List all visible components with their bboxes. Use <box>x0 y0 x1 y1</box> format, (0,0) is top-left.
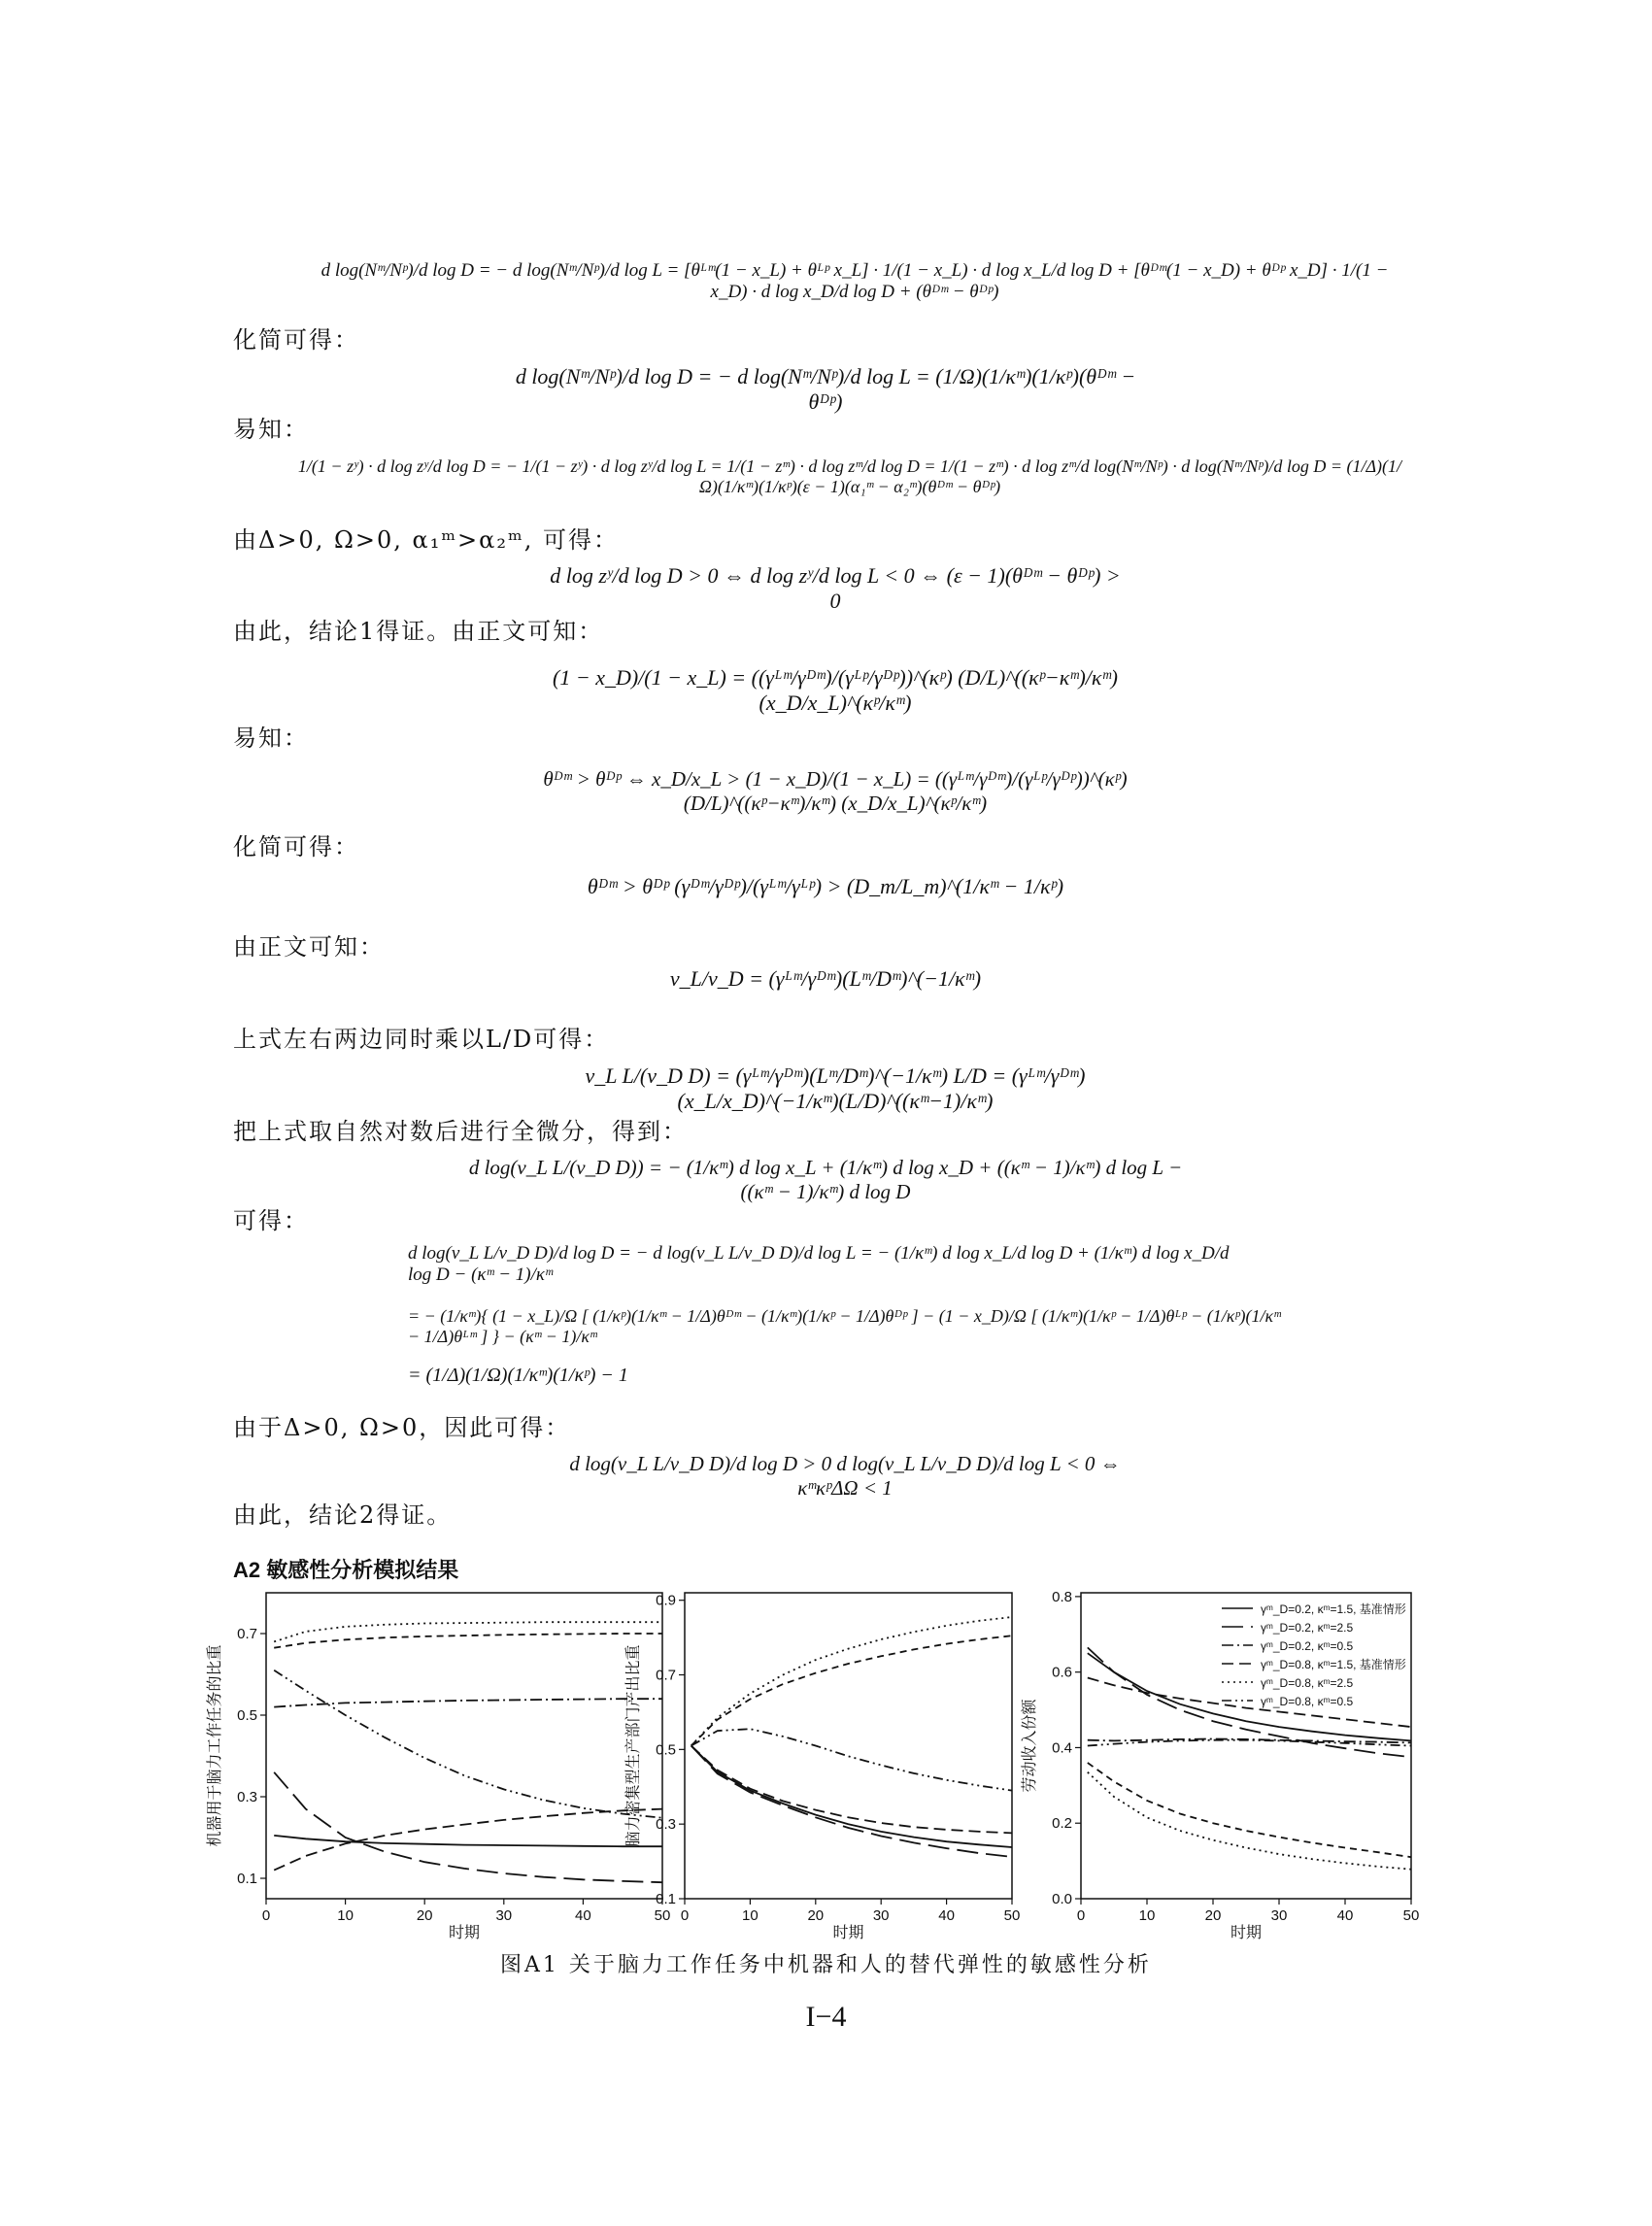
chart-1-series-2 <box>274 1772 662 1882</box>
text-line-7: 由正文可知： <box>233 933 385 961</box>
text-line-8: 上式左右两边同时乘以L/D可得： <box>233 1026 610 1053</box>
chart-2-xlabel: 时期 <box>832 1925 864 1941</box>
chart-1-series-4 <box>274 1809 662 1871</box>
chart-1-ylabel: 机器用于脑力工作任务的比重 <box>207 1644 223 1847</box>
chart-3-series-5 <box>1088 1772 1411 1870</box>
text-line-12: 由此，结论2得证。 <box>233 1501 453 1529</box>
equation-11b: = − (1/κᵐ){ (1 − x_L)/Ω [ (1/κᵖ)(1/κᵐ − 1/Δ)θᴰᵐ − (1/κᵐ)(1/κᵖ − 1/Δ)θᴰᵖ ] − (1 − x_D)/Ω [ (1/κᵐ)(1/κᵖ − 1/Δ)θᴸᵖ − (1/κᵖ)(1/κᵐ − 1/Δ)θᴸᵐ ] } − (κᵐ − 1)/κᵐ <box>408 1306 1281 1346</box>
x-tick-label: 30 <box>872 1907 890 1924</box>
chart-3-frame <box>1081 1593 1411 1899</box>
chart-3-series-7 <box>1088 1763 1411 1857</box>
x-tick-label: 20 <box>416 1907 433 1924</box>
y-tick-label: 0.7 <box>656 1667 676 1684</box>
x-tick-label: 20 <box>1204 1907 1222 1924</box>
x-tick-label: 10 <box>337 1907 354 1924</box>
x-tick-label: 0 <box>680 1907 690 1924</box>
equation-9: v_L L/(v_D D) = (γᴸᵐ/γᴰᵐ)(Lᵐ/Dᵐ)^(−1/κᵐ) L/D = (γᴸᵐ/γᴰᵐ)(x_L/x_D)^(−1/κᵐ)(L/D)^((κᵐ−1)/κᵐ) <box>585 1063 1086 1113</box>
x-tick-label: 0 <box>261 1907 271 1924</box>
y-tick-label: 0.7 <box>237 1626 257 1642</box>
chart-2-series-3 <box>691 1746 1012 1834</box>
x-tick-label: 20 <box>807 1907 825 1924</box>
legend-label: γᵐ_D=0.2, κᵐ=0.5 <box>1261 1639 1354 1653</box>
x-tick-label: 40 <box>1336 1907 1354 1924</box>
equation-12: d log(v_L L/v_D D)/d log D > 0 d log(v_L L/v_D D)/d log L < 0 ⇔ κᵐκᵖΔΩ < 1 <box>569 1452 1121 1500</box>
x-tick-label: 30 <box>495 1907 513 1924</box>
text-line-6: 化简可得： <box>233 833 359 860</box>
chart-1-series-1 <box>274 1836 662 1846</box>
x-tick-label: 0 <box>1076 1907 1086 1924</box>
y-tick-label: 0.6 <box>1052 1664 1072 1681</box>
equation-5: (1 − x_D)/(1 − x_L) = ((γᴸᵐ/γᴰᵐ)/(γᴸᵖ/γᴰᵖ))^(κᵖ) (D/L)^((κᵖ−κᵐ)/κᵐ) (x_D/x_L)^(κᵖ/κᵐ) <box>553 665 1118 715</box>
section-title: A2 敏感性分析模拟结果 <box>233 1558 459 1582</box>
text-line-1: 化简可得： <box>233 326 359 354</box>
chart-1-series-3 <box>274 1699 662 1706</box>
equation-11a: d log(v_L L/v_D D)/d log D = − d log(v_L L/v_D D)/d log L = − (1/κᵐ) d log x_L/d log D + (1/κᵐ) d log x_D/d log D − (κᵐ − 1)/κᵐ <box>408 1243 1230 1285</box>
text-line-4: 由此，结论1得证。由正文可知： <box>233 618 604 645</box>
legend-label: γᵐ_D=0.2, κᵐ=1.5, 基准情形 <box>1261 1602 1406 1616</box>
x-tick-label: 50 <box>1003 1907 1021 1924</box>
x-tick-label: 40 <box>938 1907 955 1924</box>
text-line-11: 由于Δ>0, Ω>0，因此可得： <box>233 1414 571 1441</box>
y-tick-label: 0.2 <box>1052 1815 1072 1833</box>
x-tick-label: 10 <box>742 1907 759 1924</box>
chart-3-series-3 <box>1088 1739 1411 1743</box>
y-tick-label: 0.9 <box>656 1592 676 1609</box>
equation-7: θᴰᵐ > θᴰᵖ (γᴰᵐ/γᴰᵖ)/(γᴸᵐ/γᴸᵖ) > (D_m/L_m)^(1/κᵐ − 1/κᵖ) <box>587 874 1064 898</box>
equation-1: d log(Nᵐ/Nᵖ)/d log D = − d log(Nᵐ/Nᵖ)/d log L = [θᴸᵐ(1 − x_L) + θᴸᵖ x_L] · 1/(1 − x_L) · d log x_L/d log D + [θᴰᵐ(1 − x_D) + θᴰᵖ x_D] · 1/(1 − x_D) · d log x_D/d log D + (θᴰᵐ − θᴰᵖ) <box>320 260 1389 302</box>
chart-3-ylabel: 劳动收入份额 <box>1022 1699 1038 1793</box>
chart-2-ylabel: 脑力密集型生产部门产出比重 <box>625 1644 642 1847</box>
legend-label: γᵐ_D=0.8, κᵐ=1.5, 基准情形 <box>1261 1658 1406 1671</box>
legend-label: γᵐ_D=0.2, κᵐ=2.5 <box>1261 1621 1354 1635</box>
y-tick-label: 0.0 <box>1052 1891 1072 1907</box>
y-tick-label: 0.8 <box>1052 1588 1072 1605</box>
equation-11c: = (1/Δ)(1/Ω)(1/κᵐ)(1/κᵖ) − 1 <box>408 1365 628 1386</box>
chart-2-series-1 <box>691 1746 1012 1848</box>
y-tick-label: 0.4 <box>1052 1739 1072 1757</box>
text-line-10: 可得： <box>233 1207 309 1234</box>
equation-10: d log(v_L L/(v_D D)) = − (1/κᵐ) d log x_L + (1/κᵐ) d log x_D + ((κᵐ − 1)/κᵐ) d log L − ((κᵐ − 1)/κᵐ) d log D <box>468 1156 1183 1203</box>
x-tick-label: 50 <box>1402 1907 1420 1924</box>
chart-2-series-2 <box>691 1746 1012 1858</box>
y-tick-label: 0.3 <box>656 1816 676 1834</box>
page-number: I−4 <box>805 2001 847 2033</box>
x-tick-label: 30 <box>1270 1907 1288 1924</box>
text-line-3: 由Δ>0, Ω>0, α₁ᵐ>α₂ᵐ, 可得： <box>233 526 619 554</box>
x-tick-label: 40 <box>575 1907 591 1924</box>
chart-2-series-6 <box>691 1729 1012 1790</box>
figure-caption: 图A1 关于脑力工作任务中机器和人的替代弹性的敏感性分析 <box>500 1953 1152 1977</box>
chart-1-series-7 <box>274 1634 662 1648</box>
chart-1-xlabel: 时期 <box>448 1925 481 1941</box>
y-tick-label: 0.5 <box>237 1707 257 1724</box>
chart-1-series-6 <box>274 1670 662 1818</box>
y-tick-label: 0.3 <box>237 1789 257 1805</box>
equation-2: d log(Nᵐ/Nᵖ)/d log D = − d log(Nᵐ/Nᵖ)/d log L = (1/Ω)(1/κᵐ)(1/κᵖ)(θᴰᵐ − θᴰᵖ) <box>515 364 1136 414</box>
chart-1-series-5 <box>274 1622 662 1641</box>
equation-3: 1/(1 − zʸ) · d log zʸ/d log D = − 1/(1 − zʸ) · d log zʸ/d log L = 1/(1 − zᵐ) · d log zᵐ/d log D = 1/(1 − zᵐ) · d log zᵐ/d log(Nᵐ/Nᵖ) · d log(Nᵐ/Nᵖ)/d log D = (1/Δ)(1/Ω)(1/κᵐ)(1/κᵖ)(ε − 1)(α₁ᵐ − α₂ᵐ)(θᴰᵐ − θᴰᵖ) <box>297 456 1402 496</box>
y-tick-label: 0.1 <box>656 1891 676 1907</box>
chart-1-frame <box>266 1593 662 1899</box>
equation-6: θᴰᵐ > θᴰᵖ ⇔ x_D/x_L > (1 − x_D)/(1 − x_L) = ((γᴸᵐ/γᴰᵐ)/(γᴸᵖ/γᴰᵖ))^(κᵖ) (D/L)^((κᵖ−κᵐ)/κᵐ) (x_D/x_L)^(κᵖ/κᵐ) <box>543 767 1128 815</box>
x-tick-label: 10 <box>1138 1907 1156 1924</box>
text-line-9: 把上式取自然对数后进行全微分，得到： <box>233 1118 688 1145</box>
chart-3-xlabel: 时期 <box>1230 1925 1263 1941</box>
legend-label: γᵐ_D=0.8, κᵐ=0.5 <box>1261 1695 1354 1708</box>
equation-8: v_L/v_D = (γᴸᵐ/γᴰᵐ)(Lᵐ/Dᵐ)^(−1/κᵐ) <box>669 966 982 991</box>
text-line-2: 易知： <box>233 416 309 443</box>
chart-2-series-4 <box>691 1617 1012 1746</box>
legend-label: γᵐ_D=0.8, κᵐ=2.5 <box>1261 1676 1354 1690</box>
x-tick-label: 50 <box>654 1907 671 1924</box>
chart-2-frame <box>685 1593 1012 1899</box>
equation-4: d log zʸ/d log D > 0 ⇔ d log zʸ/d log L < 0 ⇔ (ε − 1)(θᴰᵐ − θᴰᵖ) > 0 <box>550 563 1121 613</box>
y-tick-label: 0.1 <box>237 1871 257 1887</box>
y-tick-label: 0.5 <box>656 1741 676 1759</box>
text-line-5: 易知： <box>233 725 309 752</box>
